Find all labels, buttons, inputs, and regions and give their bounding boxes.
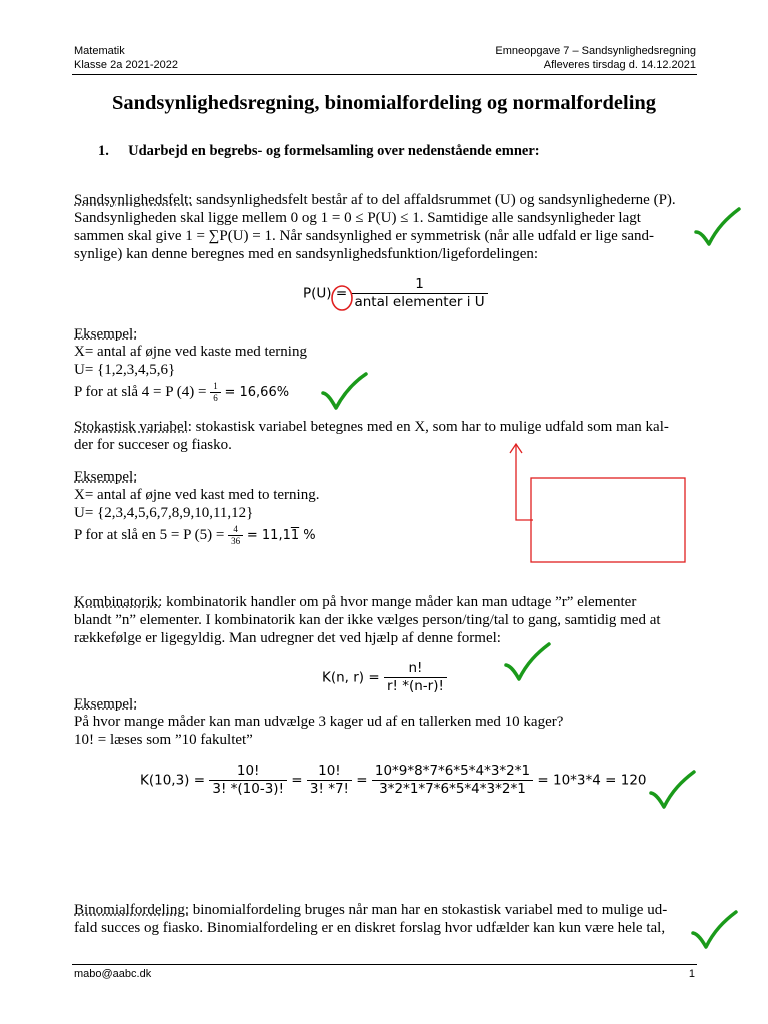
term-stokastisk: Stokastisk variabel bbox=[74, 419, 188, 435]
formula2-fraction bbox=[384, 660, 447, 695]
paragraph-sandsynlighedsfelt bbox=[74, 191, 694, 263]
sf-line4: synlige) kan denne beregnes med en sandsynlighedsfunktion/ligefordelingen: bbox=[74, 246, 539, 262]
formula3-equals2: = bbox=[356, 772, 368, 789]
header-rule bbox=[72, 74, 697, 75]
header-subject: Matematik bbox=[74, 45, 125, 57]
example2-den: 36 bbox=[231, 536, 241, 547]
example1-result: = 16,66% bbox=[224, 385, 290, 401]
footer-rule bbox=[72, 964, 697, 965]
check-icon bbox=[320, 371, 368, 411]
formula3-fraction3 bbox=[372, 763, 533, 798]
section-text: Udarbejd en begrebs- og formelsamling over nedenstående emner: bbox=[128, 143, 540, 159]
example1-fraction bbox=[210, 381, 221, 405]
term-binomial: Binomialfordeling: bbox=[74, 902, 189, 918]
example3 bbox=[74, 695, 694, 749]
example3-line2: 10! = læses som ”10 fakultet” bbox=[74, 732, 253, 748]
binom-line2: fald succes og fiasko. Binomialfordeling er en diskret forslag hvor udfælder kan kun være hele tal, bbox=[74, 920, 666, 936]
check-icon bbox=[693, 206, 741, 248]
example2-result: = 11,11 % bbox=[246, 528, 316, 544]
formula3-lhs: K(10,3) = bbox=[140, 772, 206, 789]
document-title: Sandsynlighedsregning, binomialfordeling og normalfordeling bbox=[111, 92, 657, 114]
formula1-fraction bbox=[351, 276, 487, 311]
formula3-result: = 10*3*4 = 120 bbox=[537, 772, 647, 789]
red-arrow-box-annotation bbox=[505, 438, 690, 566]
formula3-f1-den: 3! *(10-3)! bbox=[212, 780, 284, 797]
example2-label: Eksempel: bbox=[74, 469, 138, 485]
header-left bbox=[74, 44, 178, 72]
example2-line3-pre: P for at slå en 5 = P (5) = bbox=[74, 527, 229, 544]
check-icon bbox=[648, 769, 696, 811]
sf-line1: sandsynlighedsfelt består af to del affaldsrummet (U) og sandsynlighederne (P). bbox=[192, 192, 676, 208]
komb-line3: rækkefølge er ligegyldig. Man udregner det ved hjælp af denne formel: bbox=[74, 630, 501, 646]
example1-num: 1 bbox=[210, 381, 221, 393]
formula3-fraction1 bbox=[209, 763, 287, 798]
example1-line3-pre: P for at slå 4 = P (4) = bbox=[74, 384, 211, 401]
formula2-lhs: K(n, r) = bbox=[322, 669, 380, 686]
example2-line2: U= {2,3,4,5,6,7,8,9,10,11,12} bbox=[74, 505, 254, 521]
section-number: 1. bbox=[98, 143, 109, 159]
formula2-numerator: n! bbox=[384, 660, 447, 678]
example1-line2: U= {1,2,3,4,5,6} bbox=[74, 362, 176, 378]
formula1-denominator: antal elementer i U bbox=[354, 293, 485, 310]
stok-line2: der for succeser og fiasko. bbox=[74, 437, 232, 453]
formula3-equals1: = bbox=[291, 772, 303, 789]
example3-label: Eksempel: bbox=[74, 696, 138, 712]
red-circle-annotation bbox=[328, 284, 356, 312]
header-due: Afleveres tirsdag d. 14.12.2021 bbox=[543, 59, 696, 71]
footer-email: mabo@aabc.dk bbox=[74, 968, 152, 980]
term-kombinatorik: Kombinatorik: bbox=[74, 594, 163, 610]
example1 bbox=[74, 325, 694, 405]
formula3-f2-den: 3! *7! bbox=[309, 780, 349, 797]
example2-fraction bbox=[228, 524, 243, 548]
formula3-fraction2 bbox=[307, 763, 352, 798]
sf-line2: Sandsynligheden skal ligge mellem 0 og 1 = 0 ≤ P(U) ≤ 1. Samtidige alle sandsynligheder lagt bbox=[74, 210, 641, 226]
sf-line3: sammen skal give 1 = ∑P(U) = 1. Når sandsynlighed er symmetrisk (når alle udfald er lige sand- bbox=[74, 228, 654, 244]
section-heading bbox=[98, 143, 540, 160]
formula3-f3-num: 10*9*8*7*6*5*4*3*2*1 bbox=[372, 763, 533, 781]
formula3-f3-den: 3*2*1*7*6*5*4*3*2*1 bbox=[379, 780, 526, 797]
binom-line1: binomialfordeling bruges når man har en stokastisk variabel med to mulige ud- bbox=[188, 902, 668, 918]
header-assignment: Emneopgave 7 – Sandsynlighedsregning bbox=[495, 45, 696, 57]
term-sandsynlighedsfelt: Sandsynlighedsfelt: bbox=[74, 192, 193, 208]
example2-line1: X= antal af øjne ved kast med to terning. bbox=[74, 487, 320, 503]
example1-label: Eksempel: bbox=[74, 326, 138, 342]
formula-example3 bbox=[140, 763, 647, 798]
example3-line1: På hvor mange måder kan man udvælge 3 kager ud af en tallerken med 10 kager? bbox=[74, 714, 564, 730]
formula1-lhs: P(U) = bbox=[303, 285, 348, 302]
repeating-digit: 1 bbox=[290, 528, 300, 544]
footer-page-number: 1 bbox=[688, 968, 695, 980]
example2-num: 4 bbox=[228, 524, 243, 536]
example1-den: 6 bbox=[213, 393, 218, 404]
komb-line2: blandt ”n” elementer. I kombinatorik kan der ikke vælges person/ting/tal to gang, samtidig med at bbox=[74, 612, 661, 628]
stok-line1: : stokastisk variabel betegnes med en X, som har to mulige udfald som man kal- bbox=[187, 419, 669, 435]
paragraph-kombinatorik bbox=[74, 593, 694, 647]
formula3-f1-num: 10! bbox=[209, 763, 287, 781]
header-right bbox=[495, 44, 696, 72]
example1-line1: X= antal af øjne ved kaste med terning bbox=[74, 344, 307, 360]
formula-kombinatorik bbox=[322, 660, 447, 695]
komb-line1: kombinatorik handler om på hvor mange måder kan man udtage ”r” elementer bbox=[162, 594, 637, 610]
formula2-denominator: r! *(n-r)! bbox=[386, 677, 444, 694]
formula1-numerator: 1 bbox=[351, 276, 487, 294]
check-icon bbox=[690, 909, 738, 951]
formula3-f2-num: 10! bbox=[307, 763, 352, 781]
header-class: Klasse 2a 2021-2022 bbox=[74, 59, 178, 71]
check-icon bbox=[503, 641, 551, 683]
paragraph-binomial bbox=[74, 901, 694, 937]
